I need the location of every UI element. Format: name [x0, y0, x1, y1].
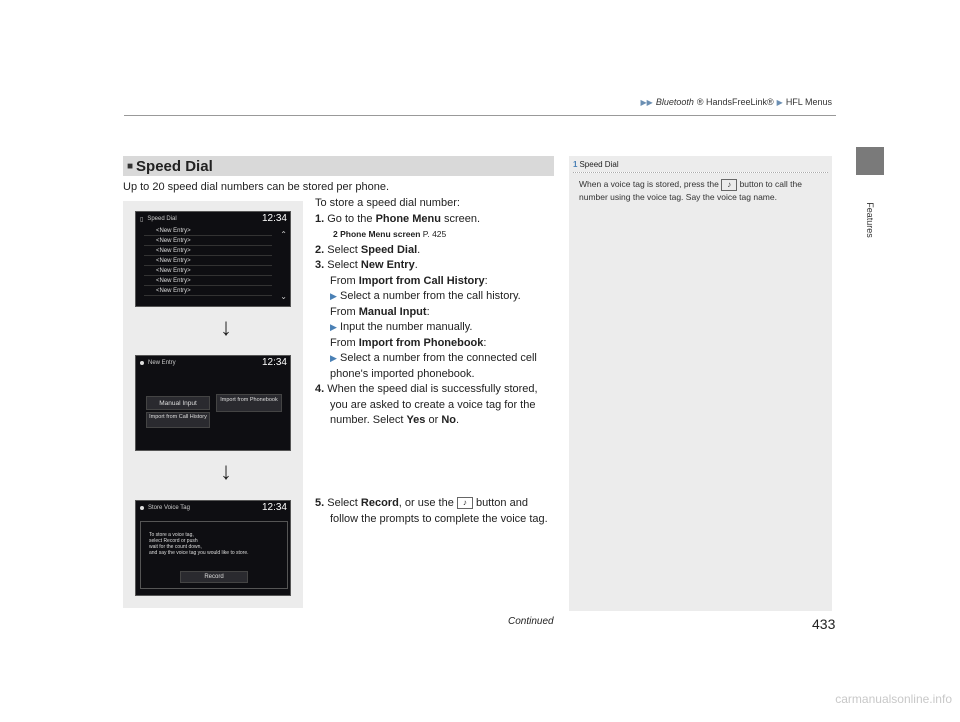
bullet-arrow-icon: ▶ — [330, 291, 337, 301]
talk-button-icon: ♪ — [721, 179, 737, 191]
scroll-up-icon[interactable]: ⌃ — [280, 230, 287, 239]
list-item[interactable]: <New Entry> — [144, 246, 272, 256]
note-title: Speed Dial — [579, 160, 619, 169]
chapter-label: Features — [865, 202, 875, 238]
section-title: Speed Dial — [136, 157, 213, 175]
import-phonebook-button[interactable]: Import from Phonebook — [216, 394, 282, 412]
step-5: 5. Select Record, or use the ♪ button and follow the prompts to complete the voice tag. — [315, 497, 548, 525]
arrow-down-icon: ↓ — [220, 458, 232, 485]
breadcrumb-bluetooth: Bluetooth — [655, 97, 694, 107]
chapter-tab — [856, 147, 884, 175]
status-dot-icon — [140, 506, 144, 510]
list-item[interactable]: <New Entry> — [144, 226, 272, 236]
screen-title: Speed Dial — [147, 216, 177, 222]
steps: To store a speed dial number: 1. Go to the Phone Menu screen. 2 Phone Menu screen P. 425 2. Select Speed Dial. 3. Select New Entry. From Import from Call History: ▶ Select a number from the call history. From Manual Input: ▶ Input the number manually. From Import from Phonebook: ▶ Select a number from the connected cell phone's imported phonebook. 4. When the speed dial is successfully stored, you are asked to create a voice tag for the number. Select Yes or No. — [315, 196, 555, 429]
square-bullet-icon: ■ — [127, 160, 134, 172]
note-body: When a voice tag is stored, press the ♪ button to call the number using the voice tag. Say the voice tag name. — [579, 179, 802, 202]
list-item[interactable]: <New Entry> — [144, 236, 272, 246]
page-number: 433 — [812, 616, 836, 632]
continued-label: Continued — [508, 616, 554, 627]
header-divider — [124, 115, 836, 116]
bullet-arrow-icon: ▶ — [330, 322, 337, 332]
voice-tag-dialog: To store a voice tag, select Record or push wait for the count down, and say the voice tag you would like to store. — [140, 521, 288, 589]
record-button[interactable]: Record — [180, 571, 248, 583]
screen-new-entry — [135, 355, 291, 451]
step-4: 4. When the speed dial is successfully stored, you are asked to create a voice tag for the number. Select Yes or No. — [315, 383, 538, 426]
screen-store-voice-tag — [135, 500, 291, 596]
phone-icon: ▯ — [140, 216, 144, 223]
list-item[interactable]: <New Entry> — [144, 276, 272, 286]
clock: 12:34 — [261, 502, 287, 513]
scroll-down-icon[interactable]: ⌄ — [280, 292, 287, 301]
breadcrumb-arrow-icon: ▶▶ — [640, 97, 653, 107]
step-3: 3. Select New Entry. — [315, 259, 418, 271]
intro-text: Up to 20 speed dial numbers can be stored per phone. — [123, 181, 390, 193]
list-item[interactable]: <New Entry> — [144, 266, 272, 276]
step-1: 1. Go to the Phone Menu screen. — [315, 212, 481, 225]
breadcrumb-hfl-menus: HFL Menus — [785, 97, 832, 107]
talk-button-icon: ♪ — [457, 497, 473, 509]
reference-icon: 2 — [333, 229, 338, 239]
list-item[interactable]: <New Entry> — [144, 286, 272, 296]
screen-title: New Entry — [148, 360, 176, 366]
breadcrumb-arrow-icon: ▶ — [776, 97, 783, 107]
arrow-down-icon: ↓ — [220, 314, 232, 341]
breadcrumb-handsfreelink: ® HandsFreeLink® — [696, 97, 774, 107]
list-item[interactable]: <New Entry> — [144, 256, 272, 266]
import-history-button[interactable]: Import from Call History — [146, 412, 210, 428]
side-note: 1 Speed Dial When a voice tag is stored, press the ♪ button to call the number using the voice tag. Say the voice tag name. — [569, 156, 832, 611]
clock: 12:34 — [261, 213, 287, 224]
manual-input-button[interactable]: Manual Input — [146, 396, 210, 410]
watermark: carmanualsonline.info — [835, 692, 952, 706]
breadcrumb — [641, 97, 832, 107]
status-dot-icon — [140, 361, 144, 365]
bullet-arrow-icon: ▶ — [330, 353, 337, 363]
step-2: 2. Select Speed Dial. — [315, 243, 421, 256]
clock: 12:34 — [261, 357, 287, 368]
cross-reference[interactable]: 2 Phone Menu screen P. 425 — [333, 229, 447, 239]
screen-speed-dial — [135, 211, 291, 307]
screen-title: Store Voice Tag — [148, 505, 190, 511]
section-header — [123, 156, 554, 176]
